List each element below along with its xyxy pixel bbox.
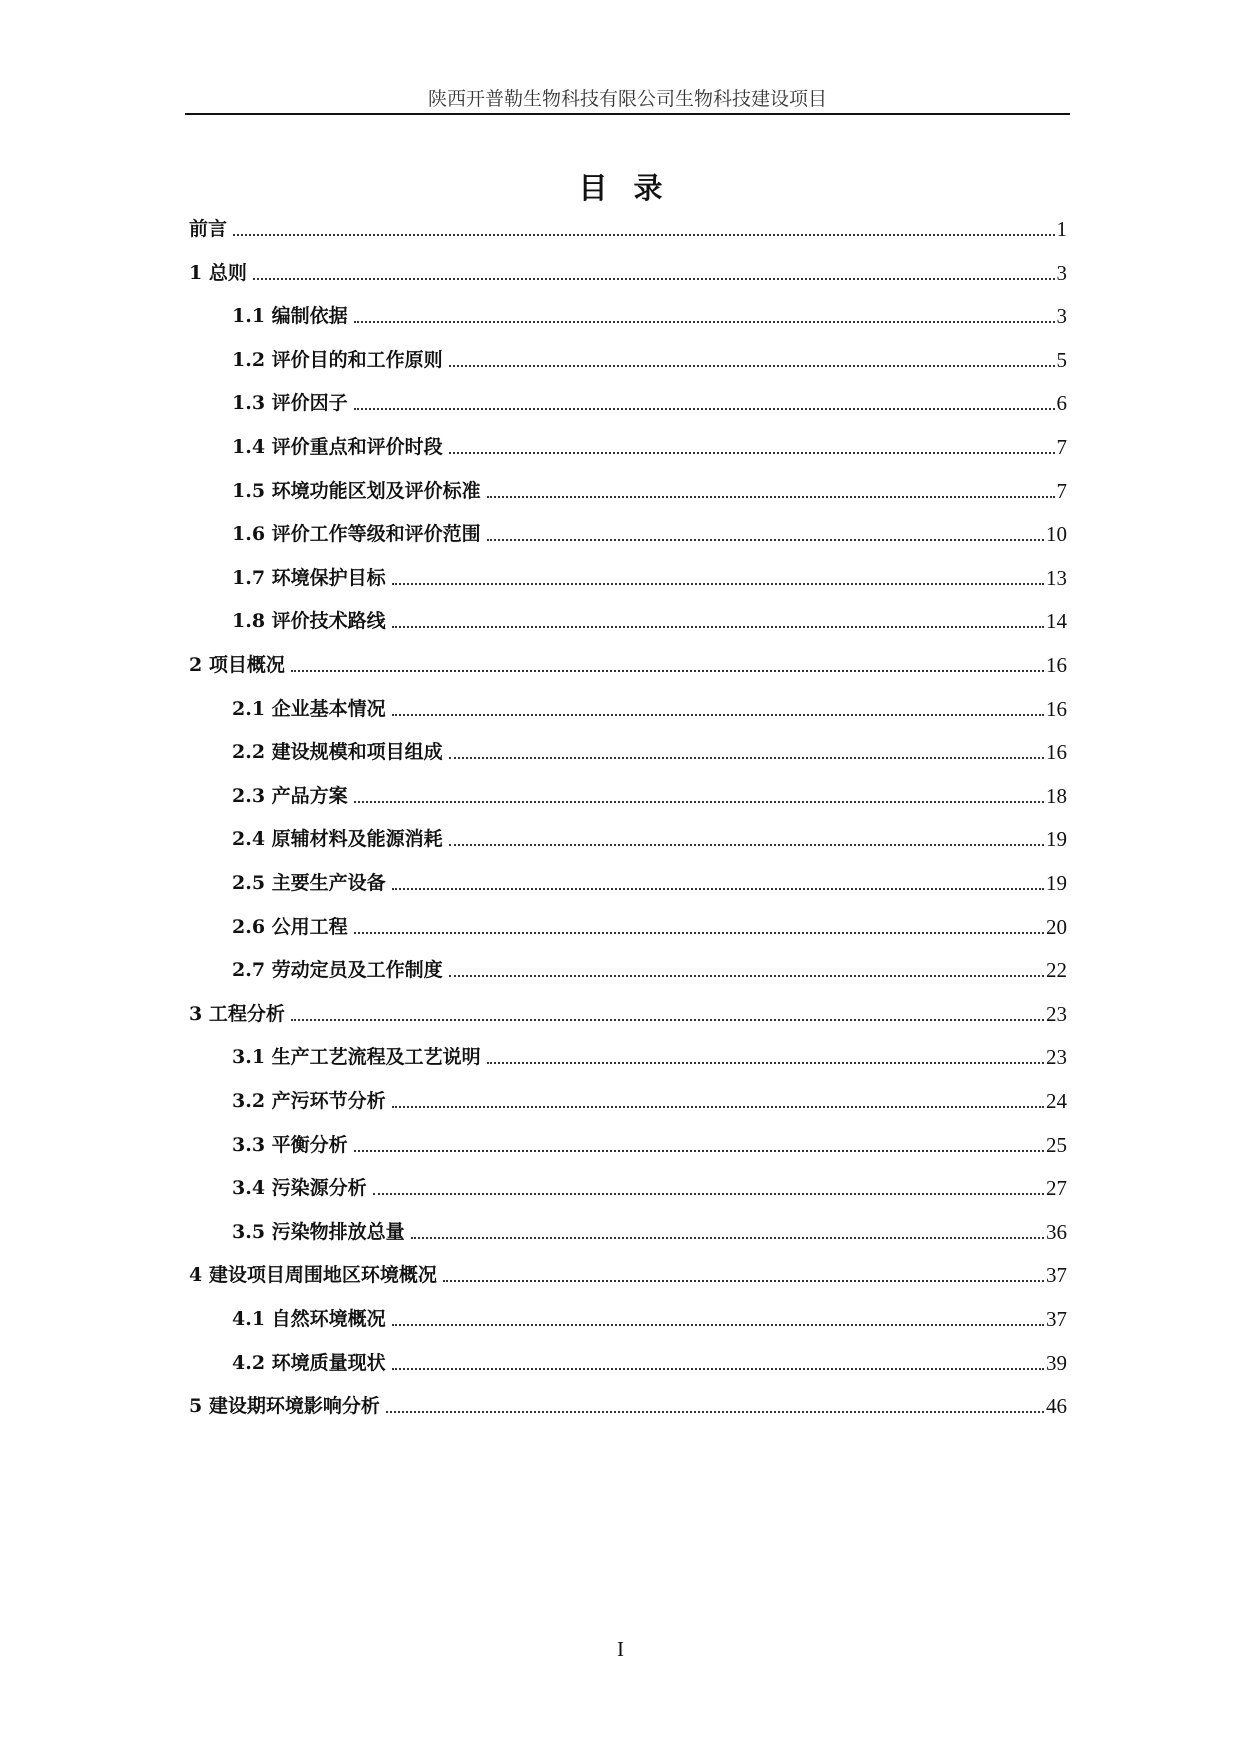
toc-entry-page: 16 [1046, 653, 1067, 677]
toc-entry-page: 16 [1046, 696, 1067, 721]
toc-entry[interactable] [232, 1211, 1067, 1245]
toc-entry-page: 7 [1056, 435, 1067, 459]
toc-entry-page: 24 [1046, 1089, 1067, 1113]
toc-title: 目录 [578, 171, 689, 205]
toc-entry[interactable] [189, 644, 1067, 678]
toc-entry[interactable] [232, 1298, 1067, 1332]
toc-entry-label: 1 总则 [189, 261, 247, 284]
toc-entry[interactable] [232, 339, 1067, 373]
toc-dot-leader [373, 1193, 1044, 1195]
toc-dot-leader [449, 975, 1044, 977]
toc-entry-page: 18 [1046, 783, 1067, 808]
toc-entry[interactable] [232, 1342, 1067, 1376]
toc-entry-page: 25 [1046, 1132, 1067, 1157]
toc-entry-label: 2.2 建设规模和项目组成 [232, 741, 443, 764]
toc-entry-label: 3.1 生产工艺流程及工艺说明 [232, 1046, 481, 1069]
toc-entry[interactable] [189, 1254, 1067, 1288]
toc-entry-label: 1.1 编制依据 [232, 305, 348, 328]
toc-entry[interactable] [232, 688, 1067, 722]
toc-entry[interactable] [189, 993, 1067, 1027]
toc-entry[interactable] [232, 295, 1067, 329]
toc-entry[interactable] [232, 1036, 1067, 1070]
toc-entry[interactable] [232, 731, 1067, 765]
toc-entry[interactable] [232, 1124, 1067, 1158]
toc-entry-page: 46 [1046, 1394, 1067, 1419]
toc-entry-page: 23 [1046, 1001, 1067, 1026]
toc-entry-page: 6 [1056, 391, 1067, 416]
toc-dot-leader [392, 583, 1044, 585]
toc-entry[interactable] [232, 426, 1067, 460]
toc-entry[interactable] [189, 1385, 1067, 1419]
page-number: I [617, 1637, 624, 1661]
toc-entry[interactable] [232, 470, 1067, 504]
toc-entry-label: 2.3 产品方案 [232, 784, 348, 807]
toc-entry-label: 2 项目概况 [189, 654, 285, 676]
toc-entry-label: 2.7 劳动定员及工作制度 [232, 959, 443, 982]
toc-entry-page: 3 [1056, 260, 1067, 285]
toc-entry-page: 19 [1046, 871, 1067, 895]
toc-entry-label: 4.2 环境质量现状 [232, 1351, 386, 1374]
toc-dot-leader [449, 365, 1055, 367]
toc-entry[interactable] [232, 906, 1067, 940]
toc-entry-page: 7 [1056, 478, 1067, 503]
toc-entry-label: 4 建设项目周围地区环境概况 [189, 1264, 437, 1287]
toc-entry-label: 4.1 自然环境概况 [232, 1308, 386, 1330]
toc-entry[interactable] [232, 818, 1067, 852]
toc-entry-label: 2.6 公用工程 [232, 915, 348, 938]
toc-dot-leader [291, 670, 1044, 672]
toc-entry-label: 3 工程分析 [189, 1002, 285, 1025]
toc-entry-page: 13 [1046, 565, 1067, 590]
toc-entry-page: 27 [1046, 1176, 1067, 1201]
toc-entry-label: 1.7 环境保护目标 [232, 566, 386, 589]
toc-entry-label: 1.2 评价目的和工作原则 [232, 348, 443, 371]
toc-entry-label: 1.5 环境功能区划及评价标准 [232, 479, 481, 502]
toc-dot-leader [443, 1280, 1044, 1282]
toc-entry-label: 2.5 主要生产设备 [232, 872, 386, 894]
toc-dot-leader [392, 1368, 1044, 1370]
toc-entry-page: 23 [1046, 1045, 1067, 1070]
toc-dot-leader [354, 932, 1044, 934]
toc-dot-leader [354, 801, 1044, 803]
toc-dot-leader [449, 844, 1044, 846]
toc-dot-leader [487, 496, 1055, 498]
toc-dot-leader [449, 452, 1055, 454]
toc-dot-leader [386, 1411, 1044, 1413]
toc-entry-label: 3.4 污染源分析 [232, 1177, 367, 1200]
toc-entry[interactable] [189, 252, 1067, 286]
toc-dot-leader [233, 234, 1054, 236]
header-rule [185, 113, 1070, 115]
toc-entry-label: 3.5 污染物排放总量 [232, 1220, 405, 1243]
toc-dot-leader [411, 1237, 1044, 1239]
toc-dot-leader [354, 408, 1055, 410]
toc-dot-leader [354, 1150, 1044, 1152]
toc-entry-label: 5 建设期环境影响分析 [189, 1395, 380, 1418]
toc-entry-page: 1 [1056, 217, 1067, 241]
toc-entry[interactable] [232, 775, 1067, 809]
toc-entry-label: 1.6 评价工作等级和评价范围 [232, 523, 481, 546]
toc-entry-page: 20 [1046, 914, 1067, 939]
toc-entry-label: 1.8 评价技术路线 [232, 610, 386, 633]
toc-entry[interactable] [232, 557, 1067, 591]
toc-entry-page: 37 [1046, 1263, 1067, 1288]
toc-entry-label: 3.3 平衡分析 [232, 1133, 348, 1156]
toc-entry[interactable] [232, 949, 1067, 983]
toc-entry-page: 10 [1046, 522, 1067, 547]
toc-entry-label: 3.2 产污环节分析 [232, 1090, 386, 1112]
toc-entry[interactable] [232, 1167, 1067, 1201]
toc-entry-page: 19 [1046, 827, 1067, 852]
toc-entry-label: 前言 [189, 218, 228, 240]
toc-entry-label: 1.4 评价重点和评价时段 [232, 436, 443, 458]
toc-dot-leader [392, 888, 1044, 890]
toc-entry[interactable] [232, 513, 1067, 547]
toc-entry-label: 1.3 评价因子 [232, 392, 348, 415]
toc-dot-leader [392, 1106, 1044, 1108]
toc-dot-leader [392, 1324, 1044, 1326]
toc-entry-page: 16 [1046, 740, 1067, 765]
toc-entry[interactable] [232, 862, 1067, 896]
toc-entry-page: 37 [1046, 1307, 1067, 1331]
toc-dot-leader [487, 1062, 1044, 1064]
toc-dot-leader [253, 278, 1055, 280]
toc-dot-leader [291, 1019, 1044, 1021]
toc-dot-leader [449, 757, 1044, 759]
toc-entry[interactable] [232, 1080, 1067, 1114]
toc-entry-page: 14 [1046, 609, 1067, 634]
toc-entry[interactable] [232, 600, 1067, 634]
toc-entry-page: 22 [1046, 958, 1067, 983]
page-header: 陕西开普勒生物科技有限公司生物科技建设项目 [427, 88, 827, 110]
toc-entry-page: 39 [1046, 1350, 1067, 1375]
toc-dot-leader [487, 539, 1044, 541]
toc-entry[interactable] [232, 382, 1067, 416]
toc-entry[interactable] [189, 208, 1067, 242]
toc-entry-page: 3 [1056, 304, 1067, 329]
toc-entry-label: 2.1 企业基本情况 [232, 697, 386, 720]
toc-dot-leader [392, 714, 1044, 716]
toc-entry-page: 5 [1056, 347, 1067, 372]
toc-dot-leader [392, 626, 1044, 628]
toc-dot-leader [354, 321, 1055, 323]
toc-entry-label: 2.4 原辅材料及能源消耗 [232, 828, 443, 851]
toc-entry-page: 36 [1046, 1219, 1067, 1244]
